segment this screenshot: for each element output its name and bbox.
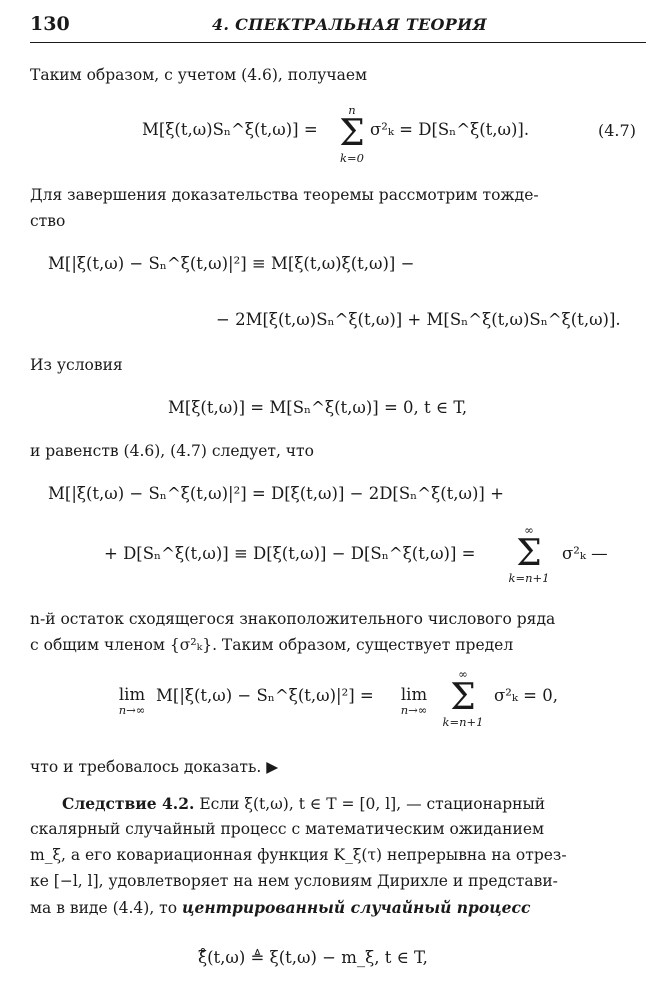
lim-subscript: n→∞ — [118, 703, 146, 717]
corollary-line-3: m_ξ, а его ковариационная функция K_ξ(τ) непрерывна на отрез- — [30, 846, 567, 864]
equation-number-4-7: (4.7) — [598, 121, 636, 140]
sum-upper-limit: ∞ — [524, 523, 534, 537]
paragraph-proof-line-1: Для завершения доказательства теоремы рассмотрим тожде- — [30, 186, 539, 204]
paragraph-equalities: и равенств (4.6), (4.7) следует, что — [30, 442, 314, 460]
running-head: 4. СПЕКТРАЛЬНАЯ ТЕОРИЯ — [212, 15, 487, 34]
corollary-line-2: скалярный случайный процесс с математическим ожиданием — [30, 820, 545, 838]
page-header — [0, 0, 671, 44]
paragraph-condition: Из условия — [30, 356, 123, 374]
sum-upper-limit: ∞ — [458, 667, 468, 681]
paragraph-qed: что и требовалось доказать. ▶ — [30, 758, 279, 776]
paragraph-proof-line-2: ство — [30, 212, 66, 230]
paragraph-remainder-line-1: n-й остаток сходящегося знакоположительного числового ряда — [30, 610, 556, 628]
limit-operator-right — [392, 686, 436, 716]
remainder-line-2-rhs: σ²ₖ — — [562, 544, 608, 563]
lim-word: lim — [400, 685, 428, 704]
limit-formula-body: M[|ξ(t,ω) − Sₙ^ξ(t,ω)|²] = — [156, 686, 374, 705]
corollary-line-5-text: ма в виде (4.4), то — [30, 899, 178, 917]
paragraph-intro: Таким образом, с учетом (4.6), получаем — [30, 66, 368, 84]
sum-upper-limit: n — [348, 103, 356, 117]
limit-formula-rhs: σ²ₖ = 0, — [494, 686, 558, 705]
remainder-line-2-lhs: + D[Sₙ^ξ(t,ω)] ≡ D[ξ(t,ω)] − D[Sₙ^ξ(t,ω)] = — [104, 544, 476, 563]
identity-line-2: − 2M[ξ(t,ω)Sₙ^ξ(t,ω)] + M[Sₙ^ξ(t,ω)Sₙ^ξ(t,ω)]. — [216, 310, 621, 329]
sum-lower-limit: k=n+1 — [442, 715, 484, 729]
corollary-line-4: ке [−l, l], удовлетворяет на нем условиям Дирихле и представи- — [30, 872, 558, 890]
condition-formula: M[ξ(t,ω)] = M[Sₙ^ξ(t,ω)] = 0, t ∈ T, — [168, 398, 468, 417]
sum-lower-limit: k=n+1 — [508, 571, 550, 585]
centered-process-term: центрированный случайный процесс — [182, 898, 531, 917]
limit-operator-left — [110, 686, 154, 716]
identity-line-1: M[|ξ(t,ω) − Sₙ^ξ(t,ω)|²] ≡ M[ξ(t,ω)ξ(t,ω)] − — [48, 254, 415, 273]
sum-sign: Σ — [339, 113, 365, 154]
corollary-line-5 — [30, 898, 530, 917]
lim-subscript: n→∞ — [400, 703, 428, 717]
page-number: 130 — [30, 13, 70, 35]
sum-sign: Σ — [450, 677, 476, 718]
corollary-line-1 — [62, 794, 545, 813]
centered-process-formula: ξ̊(t,ω) ≜ ξ(t,ω) − m_ξ, t ∈ T, — [198, 948, 428, 967]
equation-4-7-lhs-text: M[ξ(t,ω)Sₙ^ξ(t,ω)] = — [142, 120, 318, 139]
lim-word: lim — [118, 685, 146, 704]
paragraph-remainder-line-2: с общим членом {σ²ₖ}. Таким образом, существует предел — [30, 636, 514, 654]
corollary-label: Следствие 4.2. — [62, 794, 195, 813]
corollary-line-1-text: Если ξ(t,ω), t ∈ T = [0, l], — стационарный — [199, 795, 546, 813]
sum-lower-limit: k=0 — [340, 151, 364, 165]
equation-4-7-lhs — [142, 120, 318, 139]
remainder-line-1: M[|ξ(t,ω) − Sₙ^ξ(t,ω)|²] = D[ξ(t,ω)] − 2D[Sₙ^ξ(t,ω)] + — [48, 484, 504, 503]
remainder-sum — [498, 524, 560, 584]
sum-sign: Σ — [516, 533, 542, 574]
equation-4-7-sum — [338, 104, 366, 164]
equation-4-7-rhs: σ²ₖ = D[Sₙ^ξ(t,ω)]. — [370, 120, 530, 139]
header-rule — [30, 42, 646, 43]
limit-sum — [432, 668, 494, 728]
